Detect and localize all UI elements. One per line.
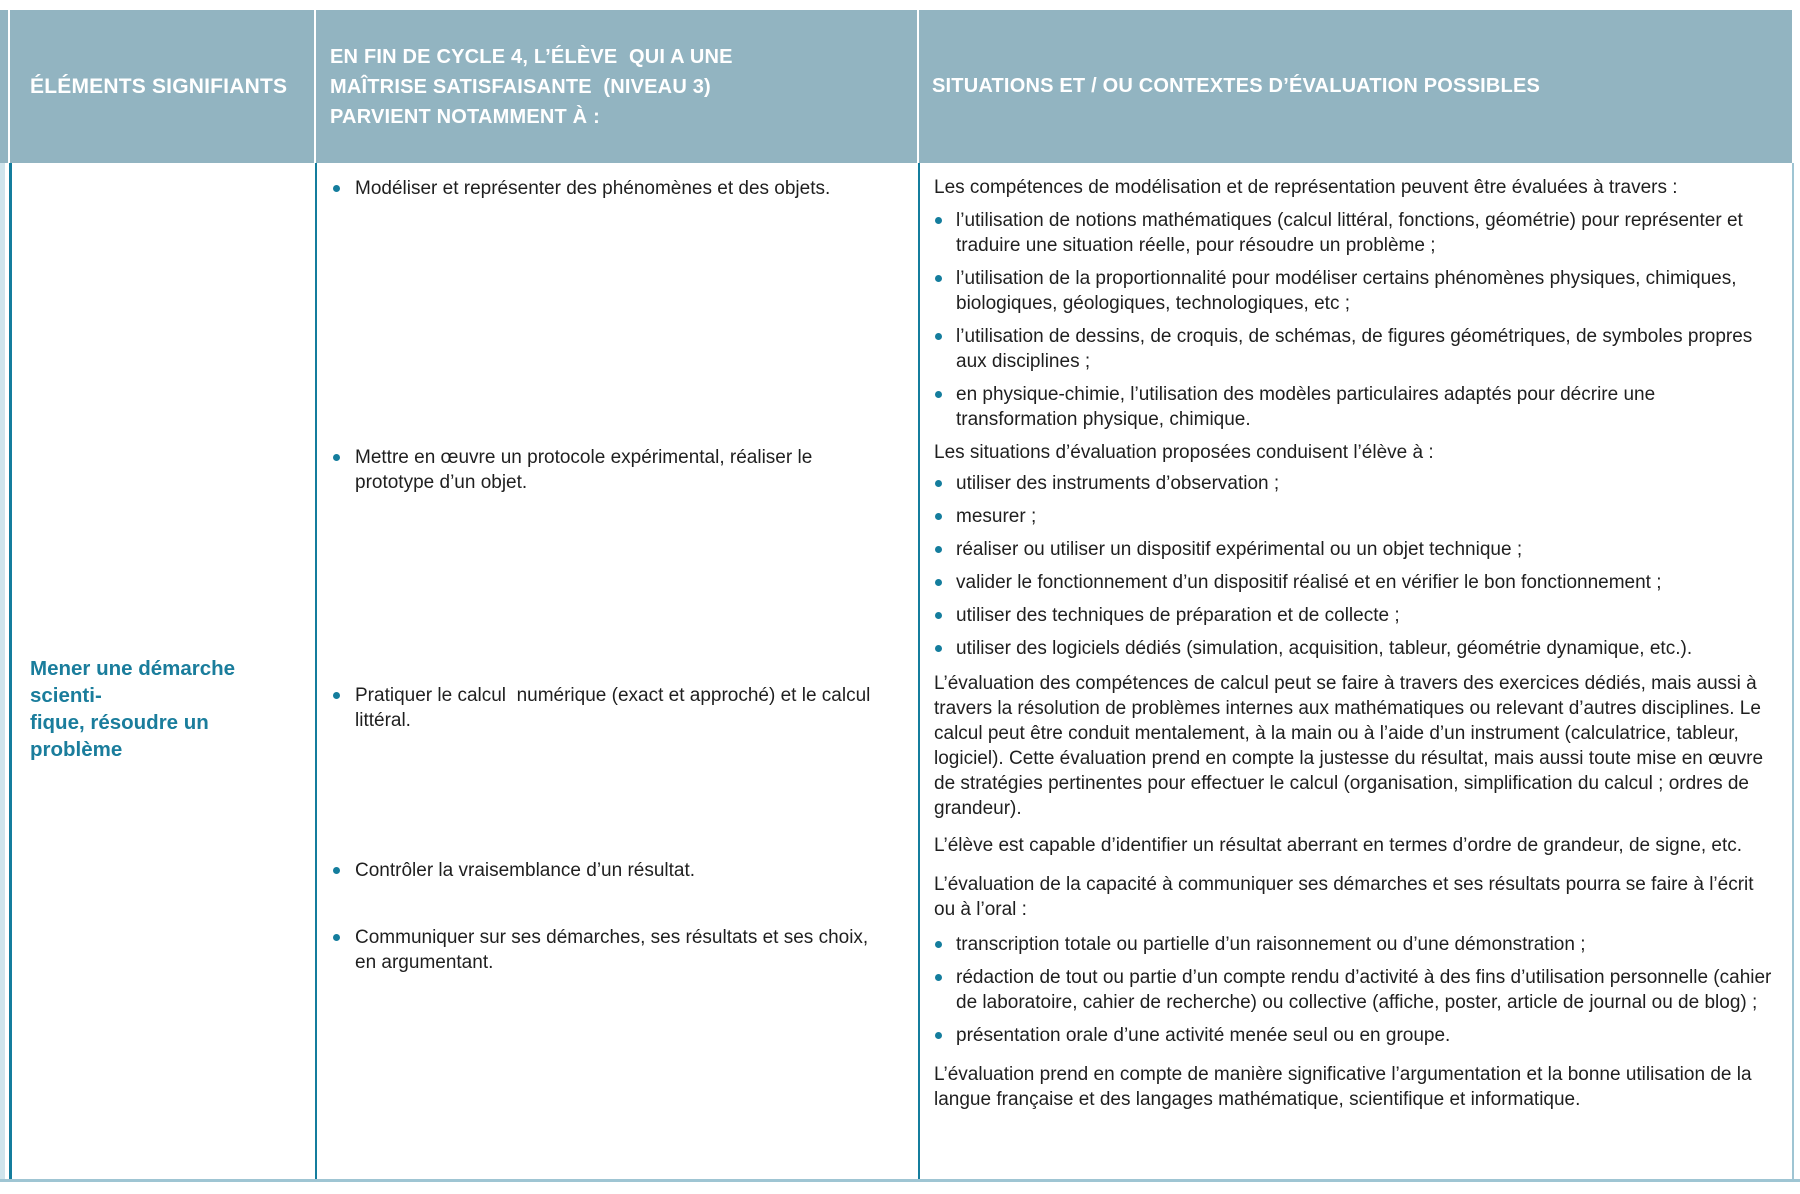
evaluation-item [934,324,1774,374]
criteria-list [331,176,876,975]
table-row [0,163,1800,1180]
header-left-strip [0,10,10,163]
bullet-text: Pratiquer le calcul numérique (exact et approché) et le calcul littéral. [355,685,876,731]
criterion-item [331,683,876,733]
bullet-text: valider le fonctionnement d’un dispositif réalisé et en vérifier le bon fonctionnement ; [956,572,1662,593]
evaluation-item [934,636,1774,661]
cell-element-signifiant [9,163,315,1180]
evaluation-item [934,382,1774,432]
bullet-text: rédaction de tout ou partie d’un compte rendu d’activité à des fins d’utilisation personnelle (cahier de laboratoire, cahier de recherche) ou collective (affiche, poster, article de journal ou de blog) ; [956,967,1772,1013]
bullet-text: présentation orale d’une activité menée seul ou en groupe. [956,1025,1451,1046]
bullet-text: utiliser des instruments d’observation ; [956,473,1280,494]
evaluation-paragraph: Les compétences de modélisation et de représentation peuvent être évaluées à travers : [934,177,1678,198]
bullet-icon [935,275,942,282]
table-bottom-rule [0,1179,1800,1182]
bullet-text: Contrôler la vraisemblance d’un résultat. [355,860,696,881]
header-situations-evaluation [919,10,1792,163]
bullet-icon [935,579,942,586]
bullet-text: l’utilisation de la proportionnalité pour modéliser certains phénomènes physiques, chimiques, biologiques, géologiques, technologiques, etc ; [956,268,1737,314]
evaluation-paragraph: Les situations d’évaluation proposées conduisent l’élève à : [934,442,1434,463]
bullet-icon [935,217,942,224]
evaluation-paragraph: L’évaluation de la capacité à communiquer ses démarches et ses résultats pourra se faire à l’écrit ou à l’oral : [934,874,1754,920]
evaluation-item [934,471,1774,496]
header-col2-label: EN FIN DE CYCLE 4, L’ÉLÈVE QUI A UNE MAÎTRISE SATISFAISANTE (NIVEAU 3) PARVIENT NOTAMMENT À : [330,45,733,128]
evaluation-item [934,266,1774,316]
bullet-text: mesurer ; [956,506,1037,527]
page-left-stripe [0,163,5,1180]
header-col1-label: ÉLÉMENTS SIGNIFIANTS [30,74,288,98]
bullet-icon [333,867,340,874]
evaluation-item [934,932,1774,957]
bullet-icon [333,934,340,941]
bullet-text: Mettre en œuvre un protocole expérimental, réaliser le prototype d’un objet. [355,447,818,493]
evaluation-list [934,471,1774,661]
header-maitrise-satisfaisante [316,10,919,163]
evaluation-item [934,537,1774,562]
criterion-item [331,858,873,883]
evaluation-paragraph: L’évaluation prend en compte de manière significative l’argumentation et la bonne utilisation de la langue française et des langages mathématique, scientifique et informatique. [934,1064,1752,1110]
cell-evaluation-contexts [918,163,1794,1180]
evaluation-item [934,504,1774,529]
bullet-text: l’utilisation de dessins, de croquis, de schémas, de figures géométriques, de symboles propres aux disciplines ; [956,326,1753,372]
bullet-icon [935,391,942,398]
bullet-icon [935,612,942,619]
bullet-icon [935,645,942,652]
bullet-icon [935,1032,942,1039]
criterion-item [331,445,873,495]
evaluation-item [934,208,1774,258]
bullet-text: Modéliser et représenter des phénomènes et des objets. [355,178,831,199]
bullet-icon [935,513,942,520]
bullet-text: transcription totale ou partielle d’un raisonnement ou d’une démonstration ; [956,934,1586,955]
table-header [0,10,1792,163]
bullet-icon [935,941,942,948]
evaluation-paragraph: L’élève est capable d’identifier un résultat aberrant en termes d’ordre de grandeur, de signe, etc. [934,835,1743,856]
evaluation-item [934,1023,1774,1048]
bullet-text: utiliser des techniques de préparation et de collecte ; [956,605,1400,626]
evaluation-list [934,932,1774,1048]
evaluation-list [934,208,1774,432]
bullet-text: Communiquer sur ses démarches, ses résultats et ses choix, en argumentant. [355,927,874,973]
header-col3-label: SITUATIONS ET / OU CONTEXTES D’ÉVALUATION POSSIBLES [932,75,1541,97]
bullet-icon [333,454,340,461]
bullet-icon [333,692,340,699]
cell-criteria [315,163,918,1180]
bullet-icon [935,333,942,340]
evaluation-item [934,570,1774,595]
criterion-item [331,176,873,201]
bullet-text: en physique-chimie, l’utilisation des modèles particulaires adaptés pour décrire une transformation physique, chimique. [956,384,1656,430]
bullet-icon [935,974,942,981]
bullet-text: utiliser des logiciels dédiés (simulation, acquisition, tableur, géométrie dynamique, etc.). [956,638,1693,659]
header-elements-signifiants [10,10,316,163]
bullet-icon [935,546,942,553]
bullet-text: l’utilisation de notions mathématiques (calcul littéral, fonctions, géométrie) pour représenter et traduire une situation réelle, pour résoudre un problème ; [956,210,1743,256]
bullet-icon [333,185,340,192]
evaluation-item [934,965,1774,1015]
evaluation-item [934,603,1774,628]
criterion-item [331,925,873,975]
row-title: Mener une démarche scienti- fique, résoudre un problème [30,657,236,761]
evaluation-paragraph: L’évaluation des compétences de calcul peut se faire à travers des exercices dédiés, mais aussi à travers la résolution de problèmes internes aux mathématiques ou relevant d’autres disciplines. Le calcul peut être conduit mentalement, à la main ou à l’aide d’un instrument (calculatrice, tableur, logiciel). Cette évaluation prend en compte la justesse du résultat, mais aussi toute mise en œuvre de stratégies pertinentes pour effectuer le calcul (organisation, simplification du calcul ; ordres de grandeur). [934,673,1764,819]
bullet-icon [935,480,942,487]
bullet-text: réaliser ou utiliser un dispositif expérimental ou un objet technique ; [956,539,1523,560]
